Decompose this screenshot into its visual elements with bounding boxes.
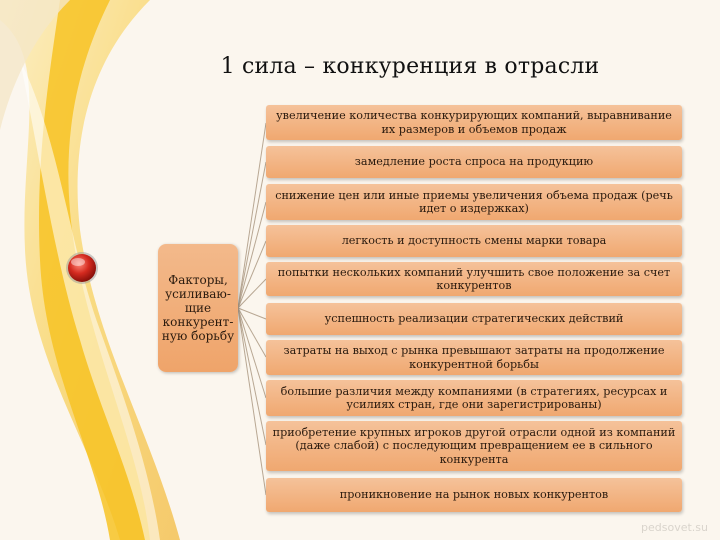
factor-item: приобретение крупных игроков другой отрасли одной из компаний (даже слабой) с последующим превращением ее в сильного конкурента <box>266 421 682 471</box>
watermark: pedsovet.su <box>641 521 708 534</box>
factor-item: легкость и доступность смены марки товара <box>266 225 682 257</box>
factor-item: увеличение количества конкурирующих компаний, выравнивание их размеров и объемов продаж <box>266 105 682 140</box>
slide-title: 1 сила – конкуренция в отрасли <box>220 54 600 79</box>
factor-item: замедление роста спроса на продукцию <box>266 146 682 178</box>
factors-box <box>158 244 238 372</box>
factor-item: успешность реализации стратегических действий <box>266 303 682 335</box>
factor-item: большие различия между компаниями (в стратегиях, ресурсах и усилиях стран, где они зарегистрированы) <box>266 380 682 416</box>
factor-item: затраты на выход с рынка превышают затраты на продолжение конкурентной борьбы <box>266 340 682 375</box>
factor-item: снижение цен или иные приемы увеличения объема продаж (речь идет о издержках) <box>266 184 682 220</box>
red-ball-icon <box>68 254 96 282</box>
factor-item: попытки нескольких компаний улучшить свое положение за счет конкурентов <box>266 262 682 296</box>
factors-label: Факторы, усиливаю- щие конкурент- ную борьбу <box>161 273 235 343</box>
factor-item: проникновение на рынок новых конкурентов <box>266 478 682 512</box>
